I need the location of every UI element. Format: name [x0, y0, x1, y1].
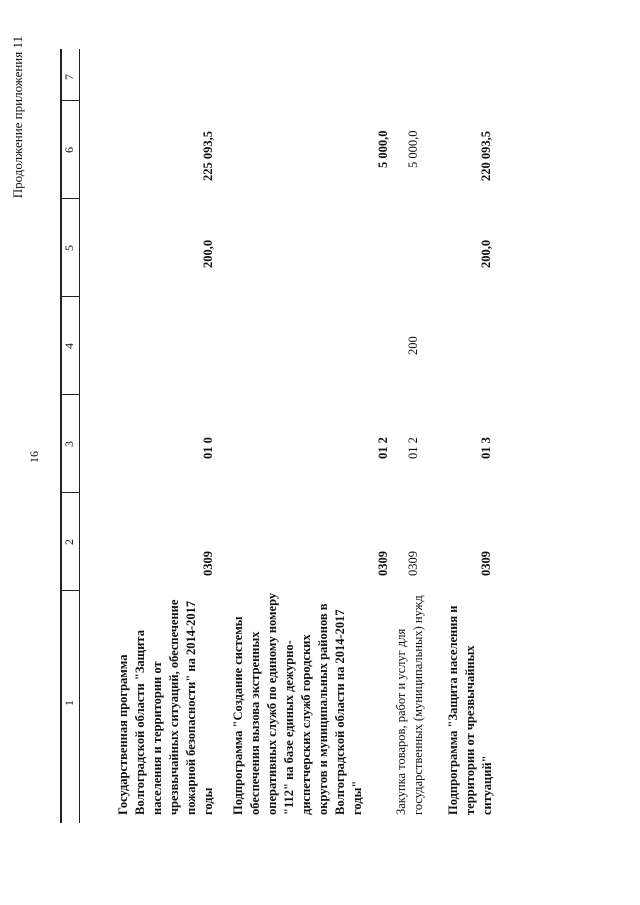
- header-rule: [79, 49, 80, 823]
- row-name: Государственная программа Волгоградской области "Защита населения и территории от чрезвычайных ситуаций, обеспечение пожарной безопасности" на 2014-2017 годы: [116, 599, 215, 815]
- column-number-2: 2: [62, 539, 76, 545]
- column-separator: [60, 296, 79, 297]
- row-target-article: 01 2: [376, 437, 390, 459]
- row-name: Подпрограмма "Защита населения и территории от чрезвычайных ситуаций": [446, 605, 494, 815]
- column-number-1: 1: [62, 700, 76, 706]
- column-separator: [60, 590, 79, 591]
- row-name: Закупка товаров, работ и услуг для государственных (муниципальных) нужд: [394, 595, 425, 815]
- row-target-article: 01 2: [406, 437, 420, 459]
- column-number-6: 6: [62, 147, 76, 153]
- row-value-col6: 225 093,5: [201, 131, 215, 181]
- column-number-3: 3: [62, 441, 76, 447]
- row-target-article: 01 0: [201, 437, 215, 459]
- column-number-5: 5: [62, 245, 76, 251]
- row-code: 0309: [479, 551, 493, 576]
- column-separator: [60, 100, 79, 101]
- row-value-col5: 200,0: [201, 239, 215, 268]
- continuation-label: Продолжение приложения 11: [10, 36, 25, 199]
- row-target-article: 01 3: [479, 437, 493, 459]
- row-code: 0309: [406, 551, 420, 576]
- row-value-col6: 5 000,0: [376, 130, 390, 168]
- page-number: 16: [27, 451, 41, 463]
- budget-table: [60, 49, 580, 823]
- row-expense-type: 200: [406, 336, 420, 355]
- row-code: 0309: [201, 551, 215, 576]
- row-name: Подпрограмма "Создание системы обеспечения вызова экстренных оперативных служб по единому номеру "112" на базе единых дежурно-диспетчерских служб городских округов и муниципальных районов в Волгоградской области на 2014-2017 годы": [231, 592, 364, 815]
- column-separator: [60, 198, 79, 199]
- row-code: 0309: [376, 551, 390, 576]
- column-number-7: 7: [62, 74, 76, 80]
- column-number-4: 4: [62, 343, 76, 349]
- row-value-col6: 5 000,0: [406, 130, 420, 168]
- row-value-col6: 220 093,5: [479, 131, 493, 181]
- column-separator: [60, 492, 79, 493]
- row-value-col5: 200,0: [479, 239, 493, 268]
- column-separator: [60, 394, 79, 395]
